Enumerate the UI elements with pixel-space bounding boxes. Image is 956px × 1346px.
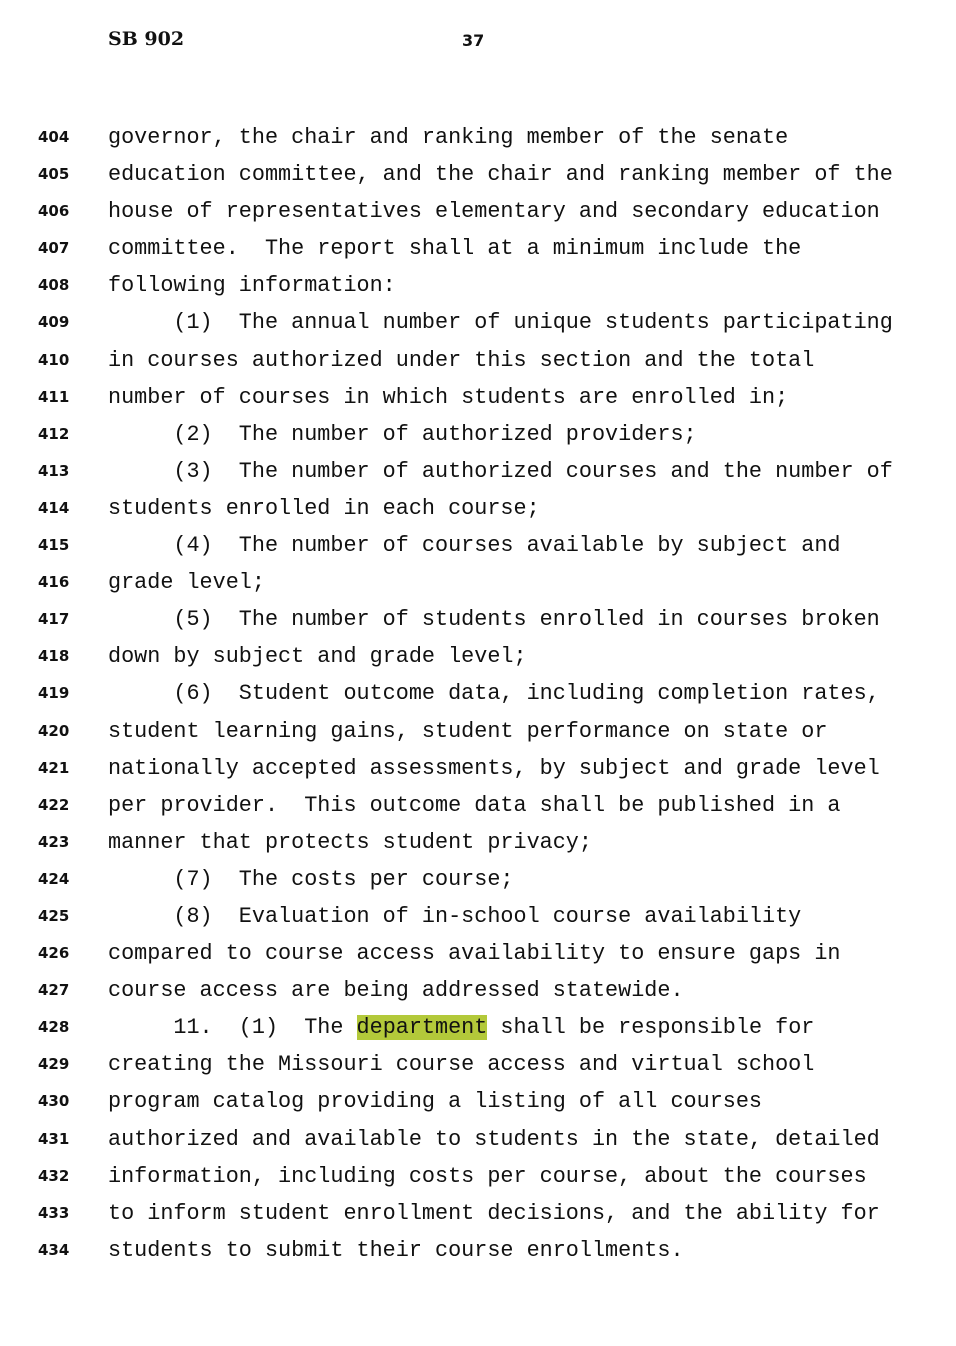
line-text: grade level; [108,570,265,596]
line-text-after-highlight: shall be responsible for [487,1015,815,1041]
line-text: manner that protects student privacy; [108,829,592,855]
line-number: 421 [38,758,70,777]
text-line [0,194,956,231]
line-number: 419 [38,684,70,703]
line-number: 417 [38,610,70,629]
bill-number: SB 902 [108,28,185,50]
text-line [0,1196,956,1233]
line-text: committee. The report shall at a minimum include the [108,236,802,262]
text-line [0,639,956,676]
line-number: 418 [38,647,70,666]
line-text: education committee, and the chair and ranking member of the [108,162,893,188]
text-line [0,305,956,342]
line-text: following information: [108,273,396,299]
line-text-before-highlight: 11. (1) The [108,1015,357,1041]
line-number: 416 [38,573,70,592]
text-line [0,751,956,788]
line-text: authorized and available to students in the state, detailed [108,1126,880,1152]
page-number: 37 [462,31,485,50]
text-line [0,602,956,639]
line-text: number of courses in which students are enrolled in; [108,384,789,410]
line-text: course access are being addressed statewide. [108,978,684,1004]
line-number: 430 [38,1092,70,1111]
line-text: (2) The number of authorized providers; [108,421,697,447]
text-line [0,1122,956,1159]
line-text: nationally accepted assessments, by subject and grade level [108,755,880,781]
line-number: 415 [38,536,70,555]
text-line [0,936,956,973]
text-line [0,1047,956,1084]
line-text: (6) Student outcome data, including completion rates, [108,681,880,707]
line-text: house of representatives elementary and secondary education [108,199,880,225]
line-number: 405 [38,165,70,184]
line-number: 431 [38,1129,70,1148]
line-text [108,1015,814,1040]
line-number: 434 [38,1240,70,1259]
text-line [0,417,956,454]
text-line [0,120,956,157]
line-text: information, including costs per course, about the courses [108,1163,867,1189]
line-number: 409 [38,313,70,332]
text-line [0,862,956,899]
line-text: in courses authorized under this section and the total [108,347,815,373]
bill-text [0,120,956,1270]
line-text: down by subject and grade level; [108,644,527,670]
text-line [0,565,956,602]
line-number: 433 [38,1203,70,1222]
line-number: 410 [38,350,70,369]
line-number: 426 [38,944,70,963]
line-number: 422 [38,795,70,814]
text-line [0,491,956,528]
line-text: students to submit their course enrollments. [108,1237,684,1263]
line-text: (4) The number of courses available by subject and [108,533,841,559]
line-number: 428 [38,1018,70,1037]
line-number: 408 [38,276,70,295]
text-line [0,454,956,491]
text-line [0,380,956,417]
text-line [0,157,956,194]
line-number: 423 [38,832,70,851]
line-text: (5) The number of students enrolled in courses broken [108,607,880,633]
text-line [0,1010,956,1047]
line-number: 412 [38,424,70,443]
text-line [0,1084,956,1121]
line-number: 424 [38,869,70,888]
line-number: 406 [38,202,70,221]
line-text: governor, the chair and ranking member of the senate [108,125,789,150]
text-line [0,231,956,268]
text-line [0,676,956,713]
line-number: 432 [38,1166,70,1185]
line-text: creating the Missouri course access and virtual school [108,1052,815,1078]
line-text: (1) The annual number of unique students participating [108,310,893,336]
text-line [0,528,956,565]
highlighted-term: department [356,1015,488,1041]
line-text: student learning gains, student performance on state or [108,718,828,744]
text-line [0,973,956,1010]
line-number: 407 [38,239,70,258]
line-number: 404 [38,128,70,146]
line-number: 429 [38,1055,70,1074]
line-text: per provider. This outcome data shall be published in a [108,792,841,818]
line-text: program catalog providing a listing of all courses [108,1089,763,1115]
text-line [0,1233,956,1270]
line-text: students enrolled in each course; [108,495,540,521]
line-text: to inform student enrollment decisions, and the ability for [108,1200,880,1226]
line-text: (3) The number of authorized courses and the number of [108,458,893,484]
line-number: 420 [38,721,70,740]
text-line [0,268,956,305]
text-line [0,899,956,936]
line-number: 413 [38,461,70,480]
line-number: 414 [38,498,70,517]
line-text: (7) The costs per course; [108,866,514,892]
line-number: 411 [38,387,70,406]
text-line [0,788,956,825]
line-text: (8) Evaluation of in-school course availability [108,903,802,929]
line-text: compared to course access availability to ensure gaps in [108,941,841,967]
line-number: 427 [38,981,70,1000]
text-line [0,825,956,862]
line-number: 425 [38,906,70,925]
text-line [0,714,956,751]
text-line [0,1159,956,1196]
text-line [0,343,956,380]
